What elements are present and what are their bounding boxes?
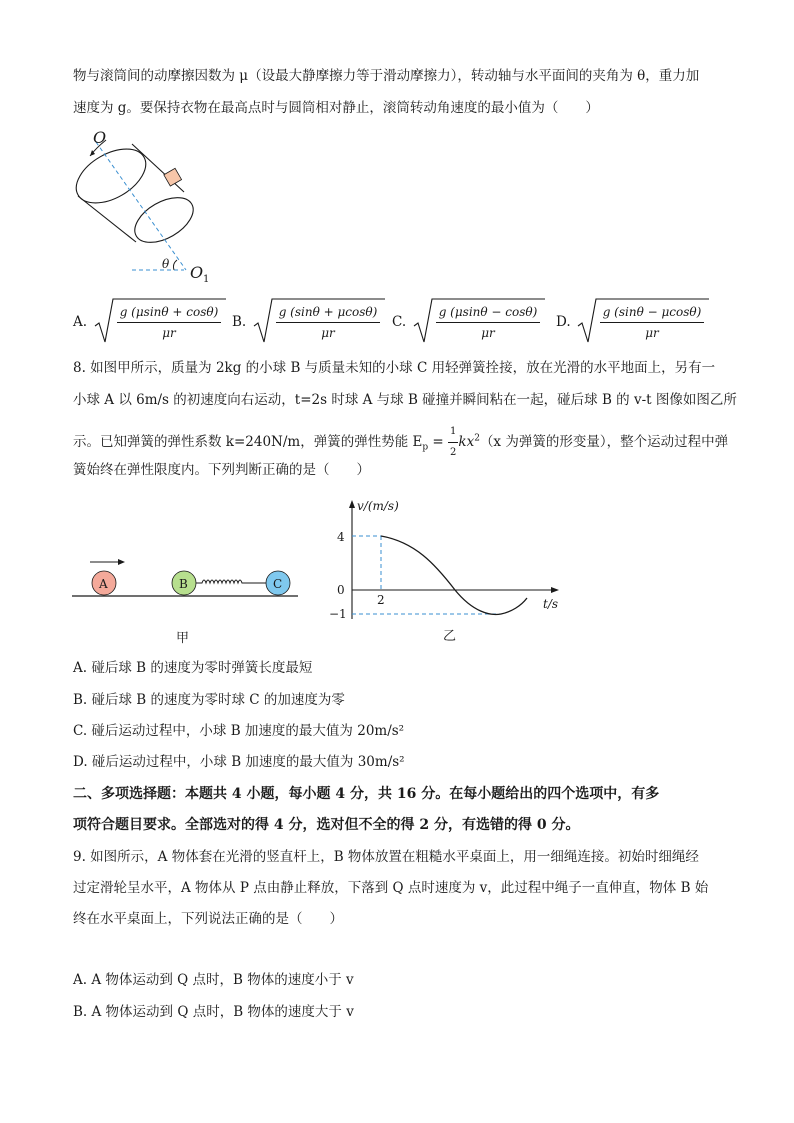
q7-option-letter: C. — [392, 314, 407, 330]
q8-line3-part-c: （x 为弹簧的形变量），整个运动过程中弹 — [479, 434, 729, 450]
ball-a-label: A — [99, 577, 108, 591]
ball-c-label: C — [273, 577, 283, 591]
x-axis-arrow-icon — [551, 587, 559, 593]
rotation-axis — [96, 142, 186, 270]
q8-option-d: D. 碰后运动过程中，小球 B 加速度的最大值为 30m/s² — [73, 754, 405, 770]
q7-option-letter: A. — [73, 314, 88, 330]
q8-line3-part-a: 示。已知弹簧的弹性系数 k=240N/m，弹簧的弹性势能 E — [73, 434, 423, 450]
q9-text-line-2: 过定滑轮呈水平，A 物体从 P 点由静止释放，下落到 Q 点时速度为 v，此过程中绳子一直伸直，物体 B 始 — [73, 880, 709, 896]
drum-back-rim — [67, 138, 155, 214]
theta-arc — [173, 260, 177, 270]
q7-option-denominator: μr — [162, 326, 176, 340]
spring — [196, 580, 266, 583]
q7-option-denominator: μr — [321, 326, 335, 340]
q8-equals: = — [428, 434, 449, 450]
q8-option-a: A. 碰后球 B 的速度为零时弹簧长度最短 — [73, 660, 313, 676]
q9-text-line-1: 9. 如图所示，A 物体套在光滑的竖直杆上，B 物体放置在粗糙水平桌面上，用一细绳连接。初始时细绳经 — [73, 849, 699, 865]
q9-option-b: B. A 物体运动到 Q 点时，B 物体的速度大于 v — [73, 1004, 354, 1020]
label-o: O — [93, 128, 107, 147]
tick-neg1: −1 — [329, 607, 347, 621]
label-o1: O — [190, 263, 204, 282]
tick-2: 2 — [377, 593, 385, 607]
label-theta: θ — [162, 257, 170, 271]
q7-option-numerator: g (μsinθ − cosθ) — [436, 302, 540, 323]
q7-text-line-1: 物与滚筒间的动摩擦因数为 μ（设最大静摩擦力等于滑动摩擦力），转动轴与水平面间的夹角为 θ，重力加 — [73, 68, 700, 84]
x-axis-label: t/s — [543, 597, 559, 611]
q8-figure-jia — [70, 550, 300, 650]
q8-text-line-1: 8. 如图甲所示，质量为 2kg 的小球 B 与质量未知的小球 C 用轻弹簧拴接，放在光滑的水平地面上，另有一 — [73, 360, 716, 376]
caption-jia: 甲 — [176, 631, 190, 646]
q7-option-fraction — [436, 302, 540, 343]
section2-heading-line-2: 项符合题目要求。全部选对的得 4 分，选对但不全的得 2 分，有选错的得 0 分。 — [73, 817, 580, 833]
q8-kx: kx — [458, 434, 475, 450]
q8-text-line-2: 小球 A 以 6m/s 的初速度向右运动，t=2s 时球 A 与球 B 碰撞并瞬间粘在一起，碰后球 B 的 v-t 图像如图乙所 — [73, 392, 737, 408]
q8-half-num: 1 — [448, 422, 458, 443]
q8-text-line-4: 簧始终在弹性限度内。下列判断正确的是（ ） — [73, 462, 370, 478]
q8-text-line-3 — [73, 422, 728, 463]
q9-text-line-3: 终在水平桌面上，下列说法正确的是（ ） — [73, 911, 343, 927]
q7-option-fraction — [117, 302, 221, 343]
velocity-curve — [381, 536, 527, 614]
q7-option-numerator: g (sinθ − μcosθ) — [600, 302, 704, 323]
q8-kx-superscript: 2 — [474, 433, 480, 444]
y-axis-label: v/(m/s) — [357, 499, 399, 513]
q8-figure-yi — [325, 494, 575, 646]
q8-option-b: B. 碰后球 B 的速度为零时球 C 的加速度为零 — [73, 692, 345, 708]
q8-ep-subscript: p — [422, 442, 429, 453]
q7-option-fraction — [276, 302, 380, 343]
drum-side-top — [132, 144, 184, 192]
q7-option-fraction — [600, 302, 704, 343]
q9-option-a: A. A 物体运动到 Q 点时，B 物体的速度小于 v — [73, 972, 354, 988]
q7-option-letter: D. — [556, 314, 571, 330]
clothing-block — [164, 168, 182, 186]
tick-4: 4 — [337, 530, 345, 544]
q7-option-numerator: g (μsinθ + cosθ) — [117, 302, 221, 323]
q7-drum-figure — [66, 126, 226, 286]
tick-0: 0 — [337, 583, 345, 597]
q8-half-den: 2 — [450, 447, 457, 458]
drum-front-rim — [127, 188, 200, 251]
label-o1-subscript: 1 — [203, 274, 210, 285]
q7-text-line-2: 速度为 g。要保持衣物在最高点时与圆筒相对静止，滚筒转动角速度的最小值为（ ） — [73, 100, 599, 116]
q7-option-letter: B. — [232, 314, 247, 330]
q8-half-fraction — [448, 422, 458, 463]
section2-heading-line-1: 二、多项选择题：本题共 4 小题，每小题 4 分，共 16 分。在每小题给出的四个选项中，有多 — [73, 786, 660, 802]
q7-option-denominator: μr — [481, 326, 495, 340]
q7-option-numerator: g (sinθ + μcosθ) — [276, 302, 380, 323]
ball-b-label: B — [179, 577, 188, 591]
q8-option-c: C. 碰后运动过程中，小球 B 加速度的最大值为 20m/s² — [73, 723, 405, 739]
velocity-arrowhead-icon — [118, 559, 125, 565]
caption-yi: 乙 — [443, 629, 457, 644]
y-axis-arrow-icon — [349, 500, 355, 508]
q7-option-denominator: μr — [645, 326, 659, 340]
drum-side-bottom — [78, 196, 136, 242]
